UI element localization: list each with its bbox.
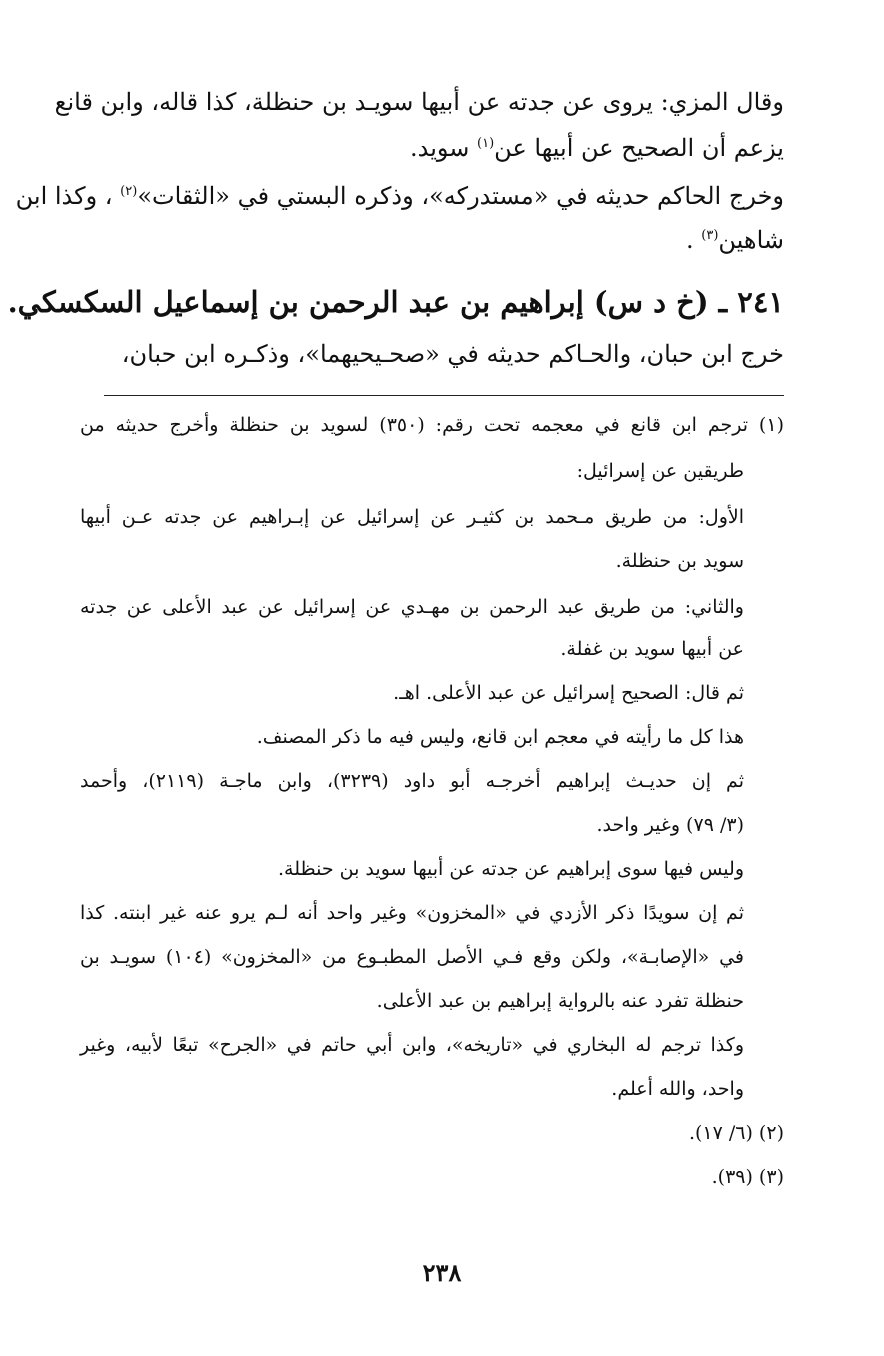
footnote-line: ثم إن حديـث إبراهيم أخرجـه أبو داود (٣٢٣٩)، وابن ماجـة (٢١١٩)، وأحمد (80, 770, 744, 792)
main-text-line (15, 182, 784, 210)
footnote-line: حنظلة تفرد عنه بالرواية إبراهيم بن عبد الأعلى. (376, 990, 744, 1012)
footnote-line: ثم إن سويدًا ذكر الأزدي في «المخزون» وغير واحد أنه لـم يرو عنه غير ابنته. كذا (80, 902, 744, 924)
footnote-line: واحد، والله أعلم. (611, 1078, 744, 1100)
entry-title: ٢٤١ ـ (خ د س) إبراهيم بن عبد الرحمن بن إسماعيل السكسكي. (7, 285, 784, 319)
page-number: ٢٣٨ (422, 1258, 462, 1287)
footnote-line: (٣) (٣٩). (711, 1166, 784, 1188)
footnote-line: سويد بن حنظلة. (615, 550, 744, 572)
footnote-line: هذا كل ما رأيته في معجم ابن قانع، وليس فيه ما ذكر المصنف. (256, 726, 744, 748)
main-text-line (80, 134, 784, 162)
footnote-line: والثاني: من طريق عبد الرحمن بن مهـدي عن إسرائيل عن عبد الأعلى عن جدته (80, 596, 744, 618)
main-text-line: وقال المزي: يروى عن جدته عن أبيها سويـد بن حنظلة، كذا قاله، وابن قانع (54, 88, 784, 116)
footnote-line: (٢) (٦/ ١٧). (688, 1122, 784, 1144)
footnote-line: طريقين عن إسرائيل: (576, 460, 744, 482)
entry-text-line: خرج ابن حبان، والحـاكم حديثه في «صحـيحيهما»، وذكـره ابن حبان، (121, 340, 784, 368)
footnote-line: في «الإصابـة»، ولكن وقع فـي الأصل المطبـوع من «المخزون» (١٠٤) سويـد بن (80, 946, 744, 968)
footnote-line: وكذا ترجم له البخاري في «تاريخه»، وابن أبي حاتم في «الجرح» تبعًا لأبيه، وغير (80, 1034, 744, 1056)
main-text-segment: سويد. (409, 134, 470, 162)
footnote-ref: (٣) (701, 228, 719, 243)
footnote-line: عن أبيها سويد بن غفلة. (560, 638, 744, 660)
footnote-ref: (١) (477, 136, 495, 151)
main-text-segment: وخرج الحاكم حديثه في «مستدركه»، وذكره البستي في «الثقات» (137, 182, 784, 210)
main-text-segment: ، وكذا ابن (15, 182, 113, 210)
main-text-segment: يزعم أن الصحيح عن أبيها عن (494, 134, 784, 162)
main-text-segment: . (685, 226, 694, 254)
footnote-line: ثم قال: الصحيح إسرائيل عن عبد الأعلى. اهـ. (393, 682, 744, 704)
footnote-ref: (٢) (120, 184, 138, 199)
footnote-line: وليس فيها سوى إبراهيم عن جدته عن أبيها سويد بن حنظلة. (278, 858, 744, 880)
footnote-line: (٣/ ٧٩) وغير واحد. (596, 814, 744, 836)
footnote-line: الأول: من طريق مـحمد بن كثيـر عن إسرائيل عن إبـراهيم عن جدته عـن أبيها (80, 506, 744, 528)
footnote-line: (١) ترجم ابن قانع في معجمه تحت رقم: (٣٥٠) لسويد بن حنظلة وأخرج حديثه من (80, 414, 784, 436)
footnote-separator (104, 395, 784, 396)
main-text-line (80, 226, 784, 254)
main-text-segment: شاهين (718, 226, 784, 254)
